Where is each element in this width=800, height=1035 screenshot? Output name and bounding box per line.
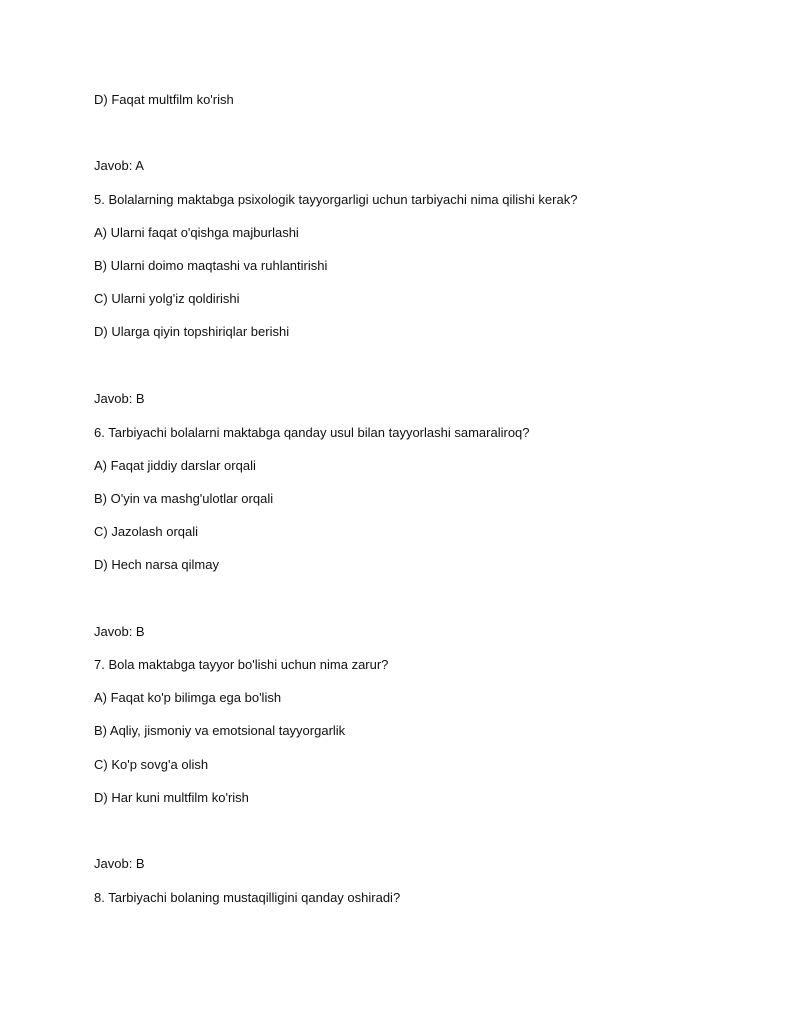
answer-option-d: D) Hech narsa qilmay bbox=[94, 557, 219, 572]
answer-key: Javob: B bbox=[94, 856, 145, 871]
answer-key: Javob: B bbox=[94, 624, 145, 639]
answer-option-b: B) Ularni doimo maqtashi va ruhlantirishi bbox=[94, 258, 328, 273]
answer-option-b: B) Aqliy, jismoniy va emotsional tayyorgarlik bbox=[94, 723, 346, 738]
question-5: 5. Bolalarning maktabga psixologik tayyorgarligi uchun tarbiyachi nima qilishi kerak? bbox=[94, 192, 578, 207]
answer-option-a: A) Faqat ko'p bilimga ega bo'lish bbox=[94, 690, 282, 705]
answer-option-c: C) Ko'p sovg'a olish bbox=[94, 757, 209, 772]
answer-key: Javob: B bbox=[94, 391, 145, 406]
answer-option-a: A) Ularni faqat o'qishga majburlashi bbox=[94, 225, 299, 240]
answer-option-c: C) Jazolash orqali bbox=[94, 524, 199, 539]
question-6: 6. Tarbiyachi bolalarni maktabga qanday usul bilan tayyorlashi samaraliroq? bbox=[94, 425, 530, 440]
question-7: 7. Bola maktabga tayyor bo'lishi uchun nima zarur? bbox=[94, 657, 389, 672]
answer-key: Javob: A bbox=[94, 158, 144, 173]
question-8: 8. Tarbiyachi bolaning mustaqilligini qanday oshiradi? bbox=[94, 890, 401, 905]
answer-option-b: B) O'yin va mashg'ulotlar orqali bbox=[94, 491, 274, 506]
answer-option-c: C) Ularni yolg'iz qoldirishi bbox=[94, 291, 240, 306]
answer-option-d: D) Ularga qiyin topshiriqlar berishi bbox=[94, 324, 290, 339]
answer-option-a: A) Faqat jiddiy darslar orqali bbox=[94, 458, 256, 473]
answer-option-d: D) Faqat multfilm ko'rish bbox=[94, 92, 234, 107]
answer-option-d: D) Har kuni multfilm ko'rish bbox=[94, 790, 249, 805]
